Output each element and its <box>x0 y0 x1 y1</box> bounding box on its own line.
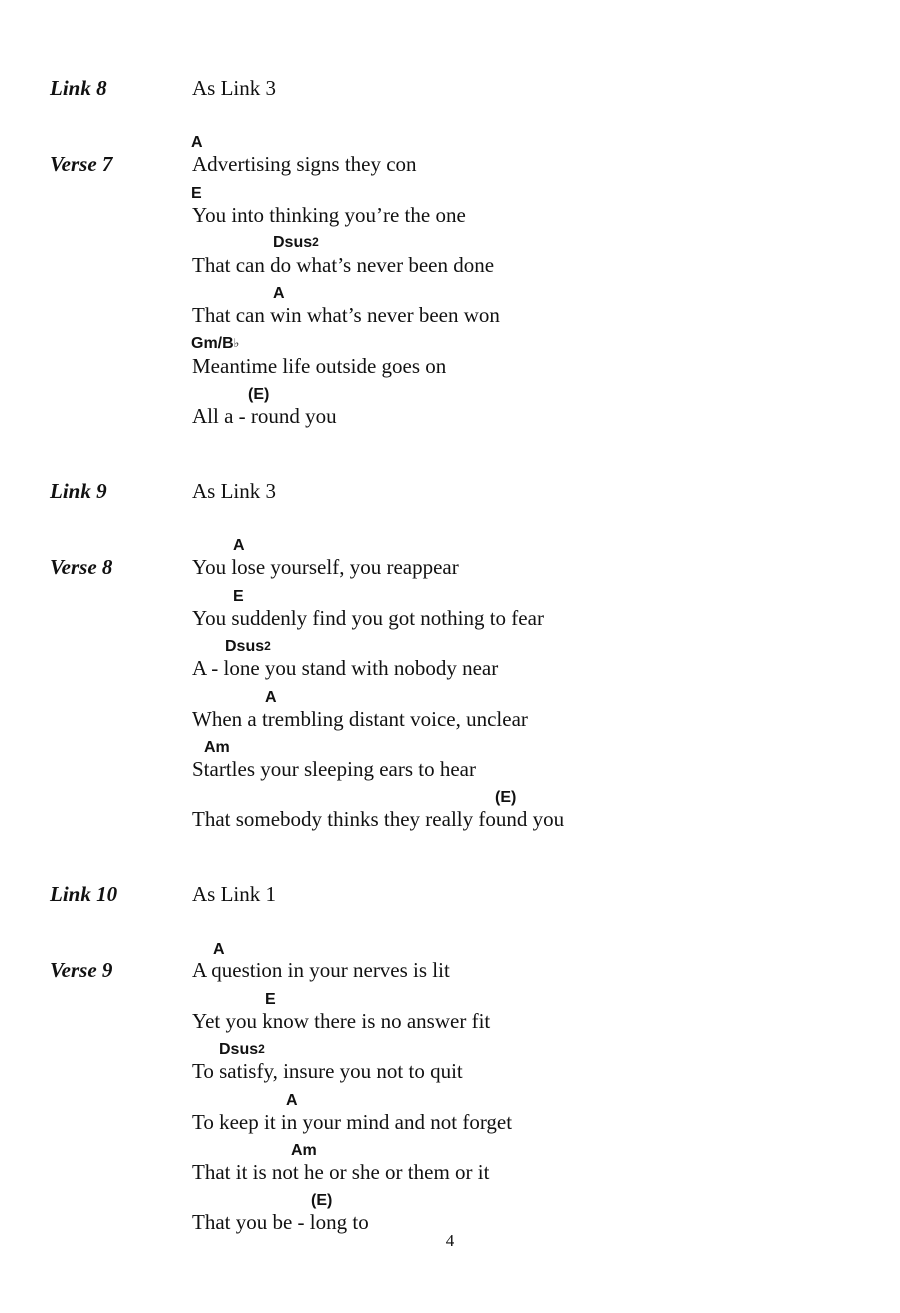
chord: A <box>273 285 285 302</box>
chord: Gm/B♭ <box>191 335 240 352</box>
chord: Am <box>204 739 230 756</box>
chord: A <box>213 941 225 958</box>
section-text-link-8: As Link 3 <box>192 76 276 100</box>
section-text-link-9: As Link 3 <box>192 479 276 503</box>
chord: (E) <box>248 386 270 403</box>
chord: E <box>265 991 276 1008</box>
chord: Dsus$^2$ <box>219 1041 265 1058</box>
lyric-line: You lose yourself, you reappear <box>192 555 459 579</box>
lyric-line: That can win what’s never been won <box>192 303 500 327</box>
lyric-line: Meantime life outside goes on <box>192 354 447 378</box>
chord: Dsus$^2$ <box>225 638 271 655</box>
lyric-line: All a - round you <box>192 404 337 428</box>
chord: Dsus$^2$ <box>273 234 319 251</box>
lyric-line: Startles your sleeping ears to hear <box>192 757 476 781</box>
lyric-line: You suddenly find you got nothing to fear <box>192 606 544 630</box>
lyric-line: You into thinking you’re the one <box>192 203 466 227</box>
lyric-line: Advertising signs they con <box>192 152 417 176</box>
section-label-verse-9: Verse 9 <box>50 958 113 982</box>
lyric-line: Yet you know there is no answer fit <box>192 1009 491 1033</box>
lyric-line: That it is not he or she or them or it <box>192 1160 490 1184</box>
lyric-line: A - lone you stand with nobody near <box>192 656 499 680</box>
section-label-link-10: Link 10 <box>50 882 118 906</box>
chord: E <box>233 588 244 605</box>
chord: A <box>233 537 245 554</box>
chord: E <box>191 185 202 202</box>
chord: A <box>265 689 277 706</box>
page-number: 4 <box>445 1231 455 1250</box>
chord: Am <box>291 1142 317 1159</box>
section-text-link-10: As Link 1 <box>192 882 276 906</box>
section-label-link-8: Link 8 <box>50 76 107 100</box>
lyric-line: To keep it in your mind and not forget <box>192 1110 513 1134</box>
chord: (E) <box>495 789 517 806</box>
lyric-line: When a trembling distant voice, unclear <box>192 707 528 731</box>
lyric-line: That you be - long to <box>192 1210 369 1234</box>
chord: A <box>191 134 203 151</box>
chord: A <box>286 1092 298 1109</box>
section-label-link-9: Link 9 <box>50 479 107 503</box>
lyric-line: That somebody thinks they really found you <box>192 807 565 831</box>
chord: (E) <box>311 1192 333 1209</box>
section-label-verse-7: Verse 7 <box>50 152 113 176</box>
lyric-line: That can do what’s never been done <box>192 253 495 277</box>
section-label-verse-8: Verse 8 <box>50 555 113 579</box>
lyric-line: To satisfy, insure you not to quit <box>192 1059 463 1083</box>
lyric-line: A question in your nerves is lit <box>192 958 450 982</box>
